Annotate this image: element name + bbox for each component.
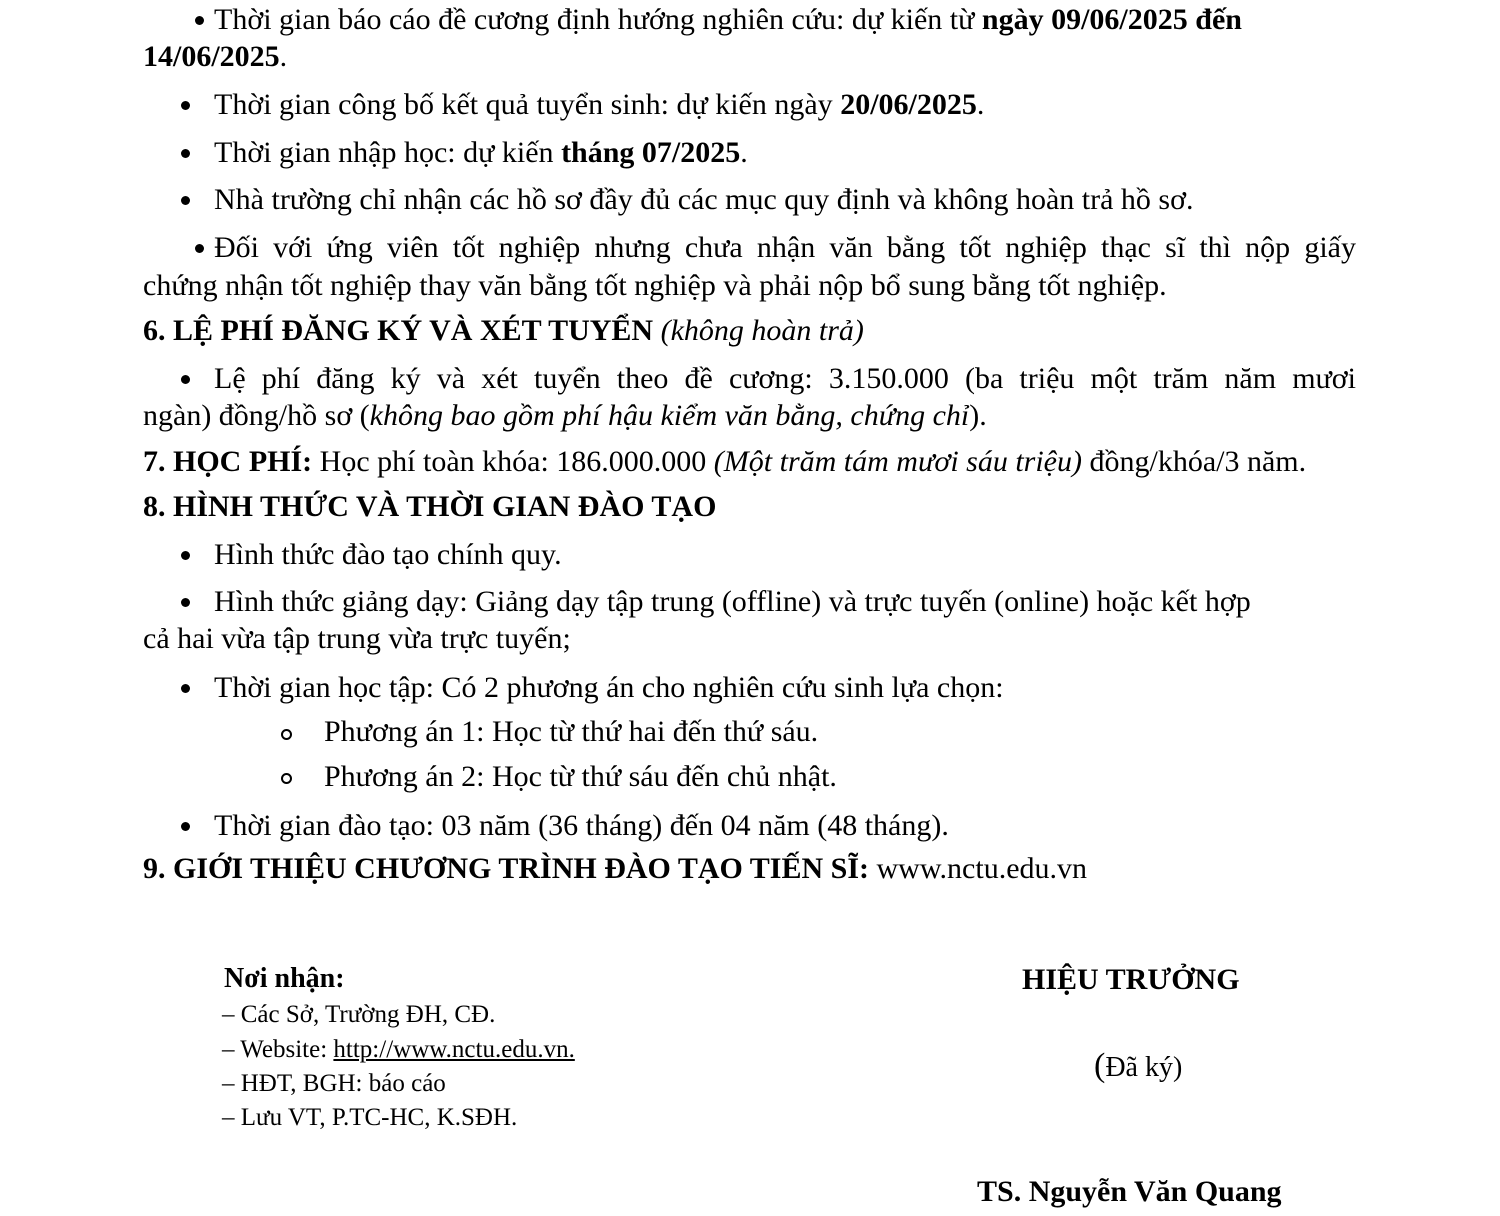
recipients-title: Nơi nhận:	[224, 963, 345, 994]
option-2-line: Phương án 2: Học từ thứ sáu đến chủ nhật.	[324, 760, 837, 793]
circle-bullet-icon	[281, 729, 292, 740]
bullet-icon	[181, 196, 190, 205]
bullet-icon	[181, 149, 190, 158]
bullet-icon	[181, 375, 190, 384]
graduate-note-line2: chứng nhận tốt nghiệp thay văn bằng tốt nghiệp và phải nộp bổ sung bằng tốt nghiệp.	[143, 269, 1167, 302]
option-1-line: Phương án 1: Học từ thứ hai đến thứ sáu.	[324, 715, 819, 748]
teaching-line1: Hình thức giảng dạy: Giảng dạy tập trung (offline) và trực tuyến (online) hoặc kết hợp	[214, 585, 1251, 618]
bullet-icon	[181, 101, 190, 110]
bullet-icon	[181, 551, 190, 560]
bullet-icon	[181, 598, 190, 607]
recipient-website: – Website: http://www.nctu.edu.vn.	[222, 1036, 575, 1063]
section6-heading: 6. LỆ PHÍ ĐĂNG KÝ VÀ XÉT TUYỂN (không hoàn trả)	[143, 314, 864, 347]
training-form-line: Hình thức đào tạo chính quy.	[214, 538, 562, 571]
bullet-icon	[195, 244, 204, 253]
enroll-time-line: Thời gian nhập học: dự kiến tháng 07/2025.	[214, 136, 748, 169]
signature-signed: (Đã ký)	[1094, 1047, 1183, 1084]
section8-heading: 8. HÌNH THỨC VÀ THỜI GIAN ĐÀO TẠO	[143, 490, 717, 523]
result-time-line: Thời gian công bố kết quả tuyển sinh: dự kiến ngày 20/06/2025.	[214, 88, 985, 121]
section9-line: 9. GIỚI THIỆU CHƯƠNG TRÌNH ĐÀO TẠO TIẾN SĨ: www.nctu.edu.vn	[143, 852, 1088, 885]
program-link[interactable]: www.nctu.edu.vn	[869, 852, 1088, 885]
duration-line: Thời gian đào tạo: 03 năm (36 tháng) đến 04 năm (48 tháng).	[214, 809, 949, 842]
section7-line: 7. HỌC PHÍ: Học phí toàn khóa: 186.000.000 (Một trăm tám mươi sáu triệu) đồng/khóa/3 năm.	[143, 445, 1307, 478]
bullet-icon	[195, 16, 204, 25]
signature-role: HIỆU TRƯỞNG	[1022, 963, 1240, 996]
recipient-item: – Lưu VT, P.TC-HC, K.SĐH.	[222, 1104, 518, 1131]
teaching-line2: cả hai vừa tập trung vừa trực tuyến;	[143, 622, 571, 655]
circle-bullet-icon	[281, 773, 292, 784]
fee-line2: ngàn) đồng/hồ sơ (không bao gồm phí hậu kiểm văn bằng, chứng chỉ).	[143, 399, 987, 432]
website-link[interactable]: http://www.nctu.edu.vn.	[333, 1036, 575, 1063]
recipient-item: – Các Sở, Trường ĐH, CĐ.	[222, 1001, 496, 1028]
fee-line1: Lệ phí đăng ký và xét tuyển theo đề cương: 3.150.000 (ba triệu một trăm năm mươi	[214, 362, 1356, 395]
report-time-line1: Thời gian báo cáo đề cương định hướng nghiên cứu: dự kiến từ ngày 09/06/2025 đến	[214, 3, 1242, 36]
bullet-icon	[181, 822, 190, 831]
recipient-item: – HĐT, BGH: báo cáo	[222, 1070, 446, 1097]
bullet-icon	[181, 684, 190, 693]
dossier-note-line: Nhà trường chỉ nhận các hồ sơ đầy đủ các mục quy định và không hoàn trả hồ sơ.	[214, 183, 1194, 216]
report-time-line2: 14/06/2025.	[143, 40, 288, 73]
graduate-note-line1: Đối với ứng viên tốt nghiệp nhưng chưa nhận văn bằng tốt nghiệp thạc sĩ thì nộp giấy	[214, 231, 1356, 264]
signature-name: TS. Nguyễn Văn Quang	[977, 1175, 1282, 1208]
study-time-line: Thời gian học tập: Có 2 phương án cho nghiên cứu sinh lựa chọn:	[214, 671, 1004, 704]
